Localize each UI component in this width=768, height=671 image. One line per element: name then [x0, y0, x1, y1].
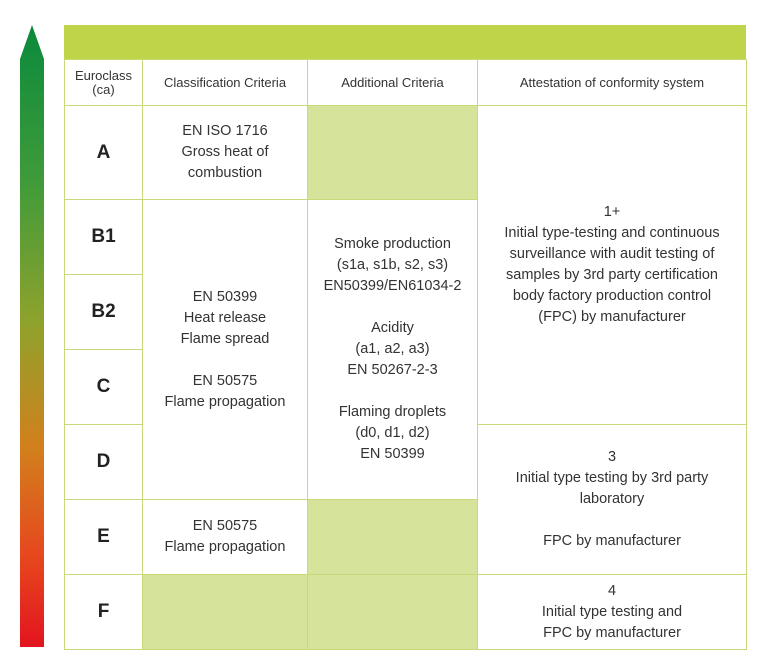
criteria-line: Flame spread	[180, 330, 270, 347]
column-header-additional-criteria: Additional Criteria	[308, 60, 478, 106]
attestation-line: 4	[607, 582, 617, 599]
additional-line: (s1a, s1b, s2, s3)	[336, 257, 449, 273]
criteria-e	[143, 500, 308, 575]
attestation-line: 1+	[603, 204, 621, 220]
empty-cell	[308, 106, 478, 200]
fire-class-gradient-arrow	[20, 25, 44, 647]
attestation-line: Initial type testing by 3rd party	[515, 470, 709, 486]
empty-cell	[143, 575, 308, 650]
criteria-a-line: EN ISO 1716	[182, 123, 268, 139]
criteria-a	[143, 106, 308, 200]
additional-line: EN50399/EN61034-2	[323, 278, 462, 294]
table-header-row	[65, 60, 747, 106]
criteria-line: EN 50399	[192, 288, 258, 305]
attestation-line: 3	[607, 449, 617, 465]
attestation-line: FPC by manufacturer	[543, 533, 681, 549]
criteria-a-line: combustion	[187, 165, 263, 181]
attestation-line: FPC by manufacturer	[543, 624, 681, 641]
additional-line: EN 50267-2-3	[347, 362, 438, 378]
column-header-euroclass: Euroclass (ca)	[65, 60, 143, 106]
euroclass-d: D	[65, 425, 143, 500]
attestation-line: body factory production control	[512, 288, 712, 304]
euroclass-a: A	[65, 106, 143, 200]
attestation-line: Initial type testing and	[541, 603, 683, 620]
attestation-4	[478, 575, 747, 650]
criteria-e-line: EN 50575	[192, 518, 258, 534]
euroclass-table	[64, 59, 747, 650]
additional-line: Flaming droplets	[338, 404, 447, 420]
euroclass-b1: B1	[65, 200, 143, 275]
empty-cell	[308, 500, 478, 575]
attestation-line: samples by 3rd party certification	[506, 267, 718, 283]
attestation-3	[478, 425, 747, 575]
empty-cell	[308, 575, 478, 650]
attestation-line: (FPC) by manufacturer	[538, 309, 686, 325]
euroclass-b2: B2	[65, 275, 143, 350]
attestation-line: Initial type-testing and continuous	[504, 225, 720, 241]
additional-line: EN 50399	[360, 446, 425, 462]
additional-line: (a1, a2, a3)	[355, 341, 430, 357]
criteria-line: EN 50575	[192, 372, 258, 389]
additional-line: Smoke production	[334, 236, 451, 252]
column-header-attestation: Attestation of conformity system	[478, 60, 747, 106]
attestation-1plus	[478, 106, 747, 425]
additional-line: Acidity	[371, 320, 414, 336]
additional-criteria-b1-to-d	[308, 200, 478, 500]
header-band	[64, 25, 746, 59]
additional-line: (d0, d1, d2)	[355, 425, 430, 441]
criteria-b1-to-d	[143, 200, 308, 500]
table-row	[65, 106, 747, 200]
attestation-line: laboratory	[579, 491, 645, 507]
table-row	[65, 575, 747, 650]
euroclass-c: C	[65, 350, 143, 425]
column-header-classification-criteria: Classification Criteria	[143, 60, 308, 106]
criteria-line: Flame propagation	[164, 393, 286, 410]
attestation-line: surveillance with audit testing of	[509, 246, 715, 262]
euroclass-e: E	[65, 500, 143, 575]
criteria-e-line: Flame propagation	[164, 539, 286, 555]
criteria-a-line: Gross heat of	[181, 144, 269, 160]
euroclass-f: F	[65, 575, 143, 650]
criteria-line: Heat release	[183, 309, 267, 326]
